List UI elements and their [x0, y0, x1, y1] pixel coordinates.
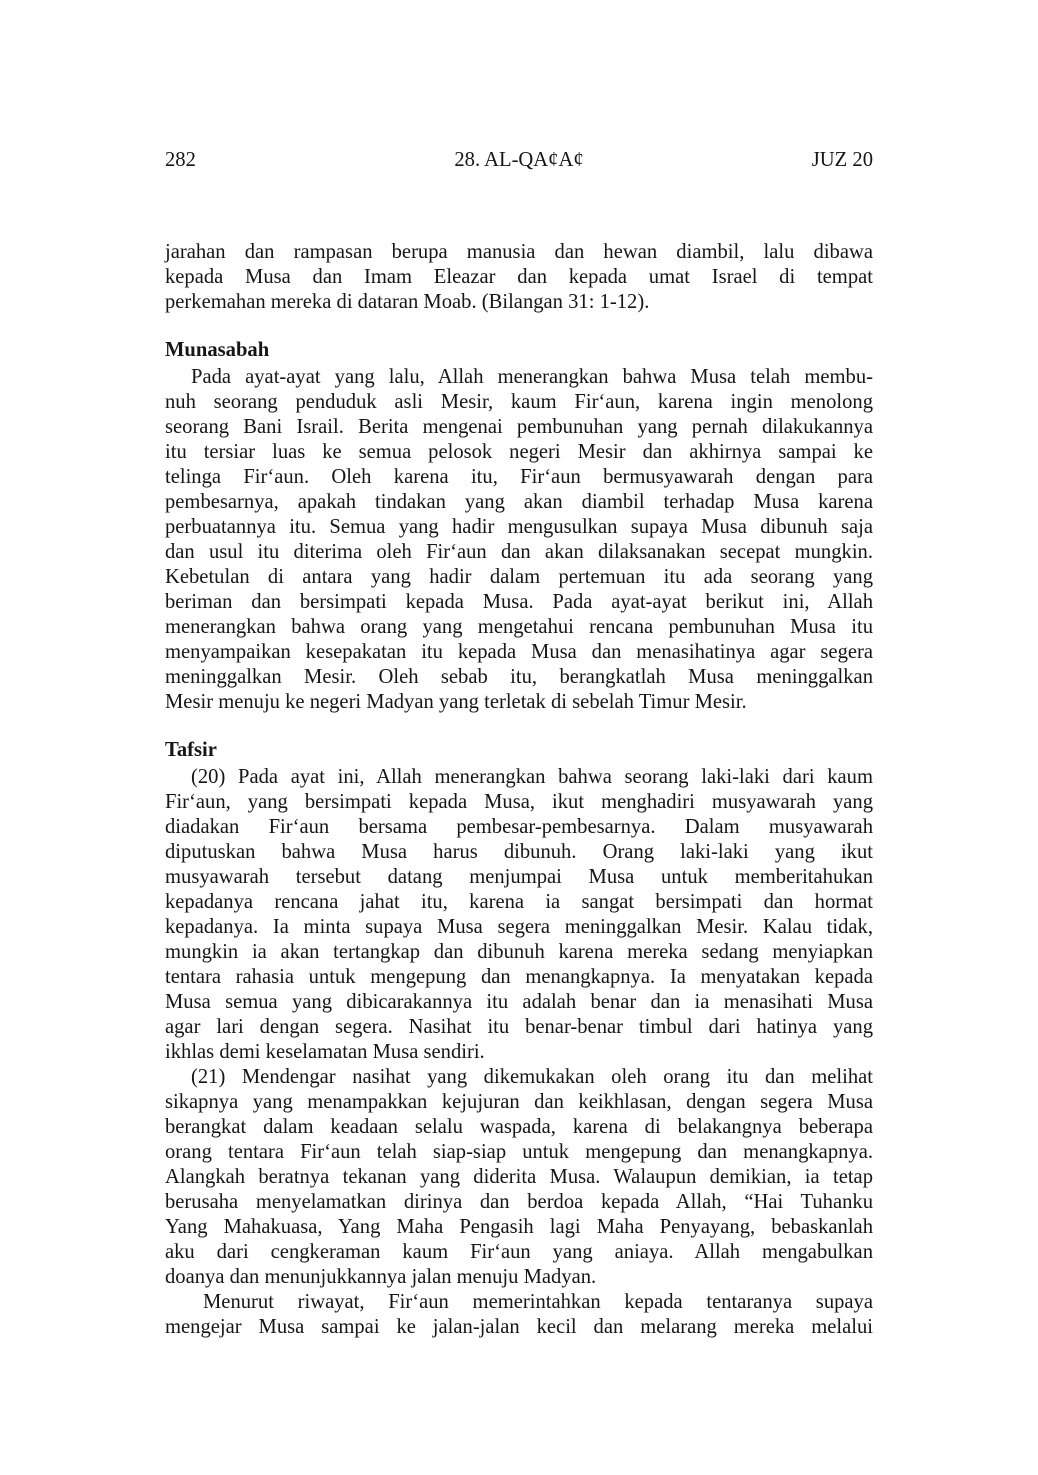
text-line: Kebetulan di antara yang hadir dalam pertemuan itu ada seorang yang	[165, 566, 873, 588]
text-line: perbuatannya itu. Semua yang hadir mengusulkan supaya Musa dibunuh saja	[165, 516, 873, 538]
munasabah-heading: Munasabah	[165, 339, 270, 361]
text-line: tentara rahasia untuk mengepung dan menangkapnya. Ia menyatakan kepada	[165, 966, 873, 988]
text-line: dan usul itu diterima oleh Fir‘aun dan akan dilaksanakan secepat mungkin.	[165, 541, 873, 563]
paragraph-continuation	[165, 240, 873, 315]
text-line: aku dari cengkeraman kaum Fir‘aun yang aniaya. Allah mengabulkan	[165, 1241, 873, 1263]
text-line: musyawarah tersebut datang menjumpai Musa untuk memberitahukan	[165, 866, 873, 888]
text-line: (20) Pada ayat ini, Allah menerangkan bahwa seorang laki-laki dari kaum	[191, 766, 873, 788]
text-line: itu tersiar luas ke semua pelosok negeri Mesir dan akhirnya sampai ke	[165, 441, 873, 463]
paragraph-tafsir-ayat-21	[165, 1065, 873, 1290]
juz-label: JUZ 20	[811, 149, 873, 171]
text-line: jarahan dan rampasan berupa manusia dan hewan diambil, lalu dibawa	[165, 241, 873, 263]
paragraph-tafsir-ayat-20	[165, 765, 873, 1065]
text-line: Alangkah beratnya tekanan yang diderita Musa. Walaupun demikian, ia tetap	[165, 1166, 873, 1188]
text-line: mengejar Musa sampai ke jalan-jalan kecil dan melarang mereka melalui	[165, 1316, 873, 1338]
text-line: Pada ayat-ayat yang lalu, Allah menerangkan bahwa Musa telah membu-	[191, 366, 873, 388]
text-line: seorang Bani Israil. Berita mengenai pembunuhan yang pernah dilakukannya	[165, 416, 873, 438]
text-line: meninggalkan Mesir. Oleh sebab itu, berangkatlah Musa meninggalkan	[165, 666, 873, 688]
text-line: doanya dan menunjukkannya jalan menuju Madyan.	[165, 1266, 597, 1288]
text-line: Mesir menuju ke negeri Madyan yang terletak di sebelah Timur Mesir.	[165, 691, 747, 713]
text-line: menerangkan bahwa orang yang mengetahui rencana pembunuhan Musa itu	[165, 616, 873, 638]
text-line: kepadanya. Ia minta supaya Musa segera meninggalkan Mesir. Kalau tidak,	[165, 916, 873, 938]
text-line: perkemahan mereka di dataran Moab. (Bilangan 31: 1-12).	[165, 291, 650, 313]
text-line: orang tentara Fir‘aun telah siap-siap untuk mengepung dan menangkapnya.	[165, 1141, 873, 1163]
text-line: kepadanya rencana jahat itu, karena ia sangat bersimpati dan hormat	[165, 891, 873, 913]
text-line: mungkin ia akan tertangkap dan dibunuh karena mereka sedang menyiapkan	[165, 941, 873, 963]
text-line: berangkat dalam keadaan selalu waspada, karena di belakangnya beberapa	[165, 1116, 873, 1138]
text-line: Yang Mahakuasa, Yang Maha Pengasih lagi Maha Penyayang, bebaskanlah	[165, 1216, 873, 1238]
text-line: diputuskan bahwa Musa harus dibunuh. Orang laki-laki yang ikut	[165, 841, 873, 863]
text-line: agar lari dengan segera. Nasihat itu benar-benar timbul dari hatinya yang	[165, 1016, 873, 1038]
text-line: kepada Musa dan Imam Eleazar dan kepada umat Israel di tempat	[165, 266, 873, 288]
paragraph-riwayat	[165, 1290, 873, 1340]
text-line: Fir‘aun, yang bersimpati kepada Musa, ikut menghadiri musyawarah yang	[165, 791, 873, 813]
text-line: berusaha menyelamatkan dirinya dan berdoa kepada Allah, “Hai Tuhanku	[165, 1191, 873, 1213]
text-line: (21) Mendengar nasihat yang dikemukakan oleh orang itu dan melihat	[191, 1066, 873, 1088]
paragraph-munasabah	[165, 365, 873, 715]
text-line: ikhlas demi keselamatan Musa sendiri.	[165, 1041, 485, 1063]
page-body	[165, 240, 873, 1340]
text-line: sikapnya yang menampakkan kejujuran dan keikhlasan, dengan segera Musa	[165, 1091, 873, 1113]
chapter-title: 28. AL-QA¢A¢	[454, 149, 584, 171]
text-line: nuh seorang penduduk asli Mesir, kaum Fir‘aun, karena ingin menolong	[165, 391, 873, 413]
text-line: telinga Fir‘aun. Oleh karena itu, Fir‘aun bermusyawarah dengan para	[165, 466, 873, 488]
text-line: pembesarnya, apakah tindakan yang akan diambil terhadap Musa karena	[165, 491, 873, 513]
text-line: Menurut riwayat, Fir‘aun memerintahkan kepada tentaranya supaya	[203, 1291, 873, 1313]
text-line: beriman dan bersimpati kepada Musa. Pada ayat-ayat berikut ini, Allah	[165, 591, 873, 613]
page-header	[165, 148, 873, 173]
text-line: diadakan Fir‘aun bersama pembesar-pembesarnya. Dalam musyawarah	[165, 816, 873, 838]
text-line: menyampaikan kesepakatan itu kepada Musa dan menasihatinya agar segera	[165, 641, 873, 663]
text-line: Musa semua yang dibicarakannya itu adalah benar dan ia menasihati Musa	[165, 991, 873, 1013]
page-number: 282	[165, 149, 196, 171]
tafsir-heading: Tafsir	[165, 739, 217, 761]
